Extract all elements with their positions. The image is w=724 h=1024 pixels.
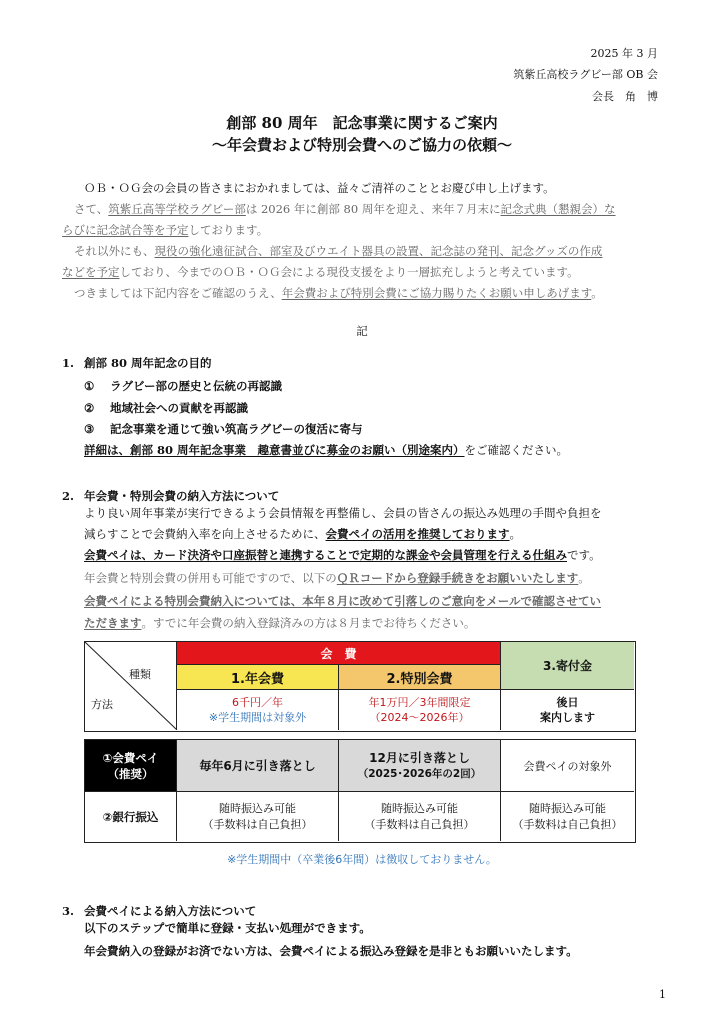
document-subtitle: ～年会費および特別会費へのご協力の依頼～ (211, 136, 512, 154)
section-3-heading: 3. 会費ペイによる納入方法について (62, 904, 257, 918)
kaihipay-special-line-2: （2025･2026年の2回） (357, 767, 482, 780)
bank-annual-line-2: （手数料は自己負担） (202, 817, 313, 831)
table-corner-cell (85, 642, 177, 730)
intro-paragraph-1: ＯＢ・ＯＧ会の会員の皆さまにおかれましては、益々ご清祥のこととお慶び申し上げます。 (84, 181, 555, 195)
donation-info-cell (501, 690, 634, 730)
corner-kind-label: 種類 (129, 668, 151, 681)
bank-transfer-label-cell: ②銀行振込 (85, 792, 177, 841)
document-title: 創部 80 周年 記念事業に関するご案内 (226, 114, 498, 132)
intro-paragraph-3: それ以外にも、現役の強化遠征試合、部室及びウエイト器具の設置、記念誌の発刊、記念グッズの作成 などを予定しており、今までのＯＢ・ＯＧ会による現役支援をより一層拡充しようと考えています。 (62, 244, 603, 279)
bank-donation-line-2: （手数料は自己負担） (512, 817, 623, 831)
student-exemption-note: ※学生期間中（卒業後6年間）は徴収しておりません。 (227, 853, 497, 866)
purpose-item-3: ③ 記念事業を通じて強い筑高ラグビーの復活に寄与 (84, 422, 363, 436)
annual-fee-amount-cell (177, 690, 339, 730)
section-2-line-5: 会費ペイによる特別会費納入については、本年８月に改めて引落しのご意向をメールで確認させてい (84, 594, 602, 608)
bank-annual-cell (177, 792, 339, 841)
kaihipay-annual-cell: 毎年6月に引き落とし (177, 740, 339, 792)
section-2-line-1: より良い周年事業が実行できるよう会員情報を再整備し、会員の皆さんの振込み処理の手間や負担を (84, 506, 602, 520)
signer: 会長 角 博 (592, 90, 658, 103)
fee-type-table (84, 641, 636, 732)
annual-fee-student-note: ※学生期間は対象外 (208, 711, 307, 724)
fee-header-cell: 会 費 (177, 642, 501, 665)
bank-donation-cell (501, 792, 634, 841)
special-fee-period: （2024～2026年） (369, 711, 470, 724)
kaihipay-donation-cell: 会費ペイの対象外 (501, 740, 634, 792)
bank-special-cell (339, 792, 501, 841)
kaihipay-label-cell (85, 740, 177, 792)
corner-method-label: 方法 (91, 698, 113, 711)
issue-date: 2025 年 3 月 (590, 47, 658, 60)
section-3-line-1: 以下のステップで簡単に登録・支払い処理ができます。 (84, 921, 371, 935)
bank-special-line-2: （手数料は自己負担） (364, 817, 475, 831)
annual-fee-amount: 6千円／年 (232, 696, 283, 709)
section-1-heading: 1. 創部 80 周年記念の目的 (62, 356, 212, 370)
purpose-item-1: ① ラグビー部の歴史と伝統の再認識 (84, 379, 283, 393)
annual-fee-title-cell: 1.年会費 (177, 665, 339, 690)
section-2-line-3: 会費ペイは、カード決済や口座振替と連携することで定期的な課金や会員管理を行える仕組みです。 (84, 548, 601, 562)
special-fee-title-cell: 2.特別会費 (339, 665, 501, 690)
intro-paragraph-2: さて、筑紫丘高等学校ラグビー部は 2026 年に創部 80 周年を迎え、来年７月末に記念式典（懇親会）な らびに記念試合等を予定しております。 (62, 202, 616, 237)
section-2-line-2: 減らすことで会費納入率を向上させるために、会費ペイの活用を推奨しております。 (84, 527, 521, 541)
bank-annual-line-1: 随時振込み可能 (219, 801, 296, 815)
donation-info-line-1: 後日 (556, 696, 579, 709)
special-fee-amount: 年1万円／3年間限定 (368, 696, 471, 709)
corner-diagonal-line (85, 642, 177, 730)
recommended-label: （推奨） (107, 766, 154, 781)
payment-method-table (84, 739, 636, 843)
kaihipay-special-cell (339, 740, 501, 792)
section-2-line-6: ただきます。すでに年会費の納入登録済みの方は８月までお待ちください。 (84, 616, 476, 630)
intro-paragraph-4: つきましては下記内容をご確認のうえ、年会費および特別会費にご協力賜りたくお願い申しあげます。 (74, 286, 603, 300)
section-2-line-4: 年会費と特別会費の併用も可能ですので、以下のＱＲコードから登録手続きをお願いいたします。 (84, 571, 590, 585)
ki-marker: 記 (356, 324, 368, 338)
donation-title-cell: 3.寄付金 (501, 642, 634, 690)
purpose-item-2: ② 地域社会への貢献を再認識 (84, 401, 248, 415)
kaihipay-label: ①会費ペイ (102, 750, 159, 765)
bank-special-line-1: 随時振込み可能 (381, 801, 458, 815)
kaihipay-special-line-1: 12月に引き落とし (369, 750, 470, 765)
section-1-detail: 詳細は、創部 80 周年記念事業 趣意書並びに募金のお願い（別途案内）をご確認ください。 (84, 443, 569, 457)
section-3-line-2: 年会費納入の登録がお済でない方は、会費ペイによる振込み登録を是非ともお願いいたします。 (84, 944, 578, 958)
bank-donation-line-1: 随時振込み可能 (529, 801, 606, 815)
section-2-heading: 2. 年会費・特別会費の納入方法について (62, 489, 280, 503)
issuing-organization: 筑紫丘高校ラグビー部 OB 会 (513, 68, 658, 81)
donation-info-line-2: 案内します (540, 711, 595, 724)
page-number: 1 (659, 988, 666, 1001)
special-fee-amount-cell (339, 690, 501, 730)
